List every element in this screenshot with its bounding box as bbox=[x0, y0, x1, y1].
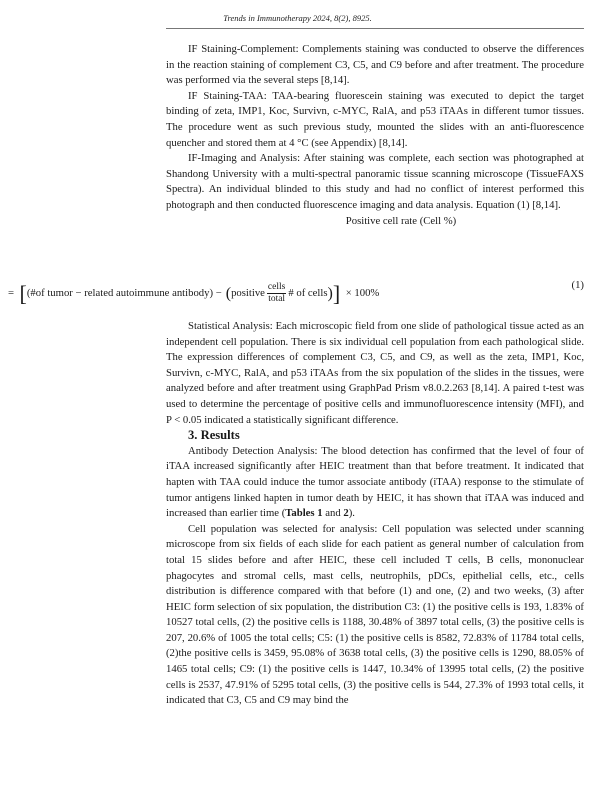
close-paren: ) bbox=[327, 284, 333, 302]
paragraph-if-staining-taa: IF Staining-TAA: TAA-bearing fluorescein staining was executed to depict the target binding of zeta, IMP1, Koc, Survivn, c-MYC, RalA, and p53 iTAAs in different tumor tissues. The procedure went as such previous study, mounted the slides with an anti-fluorescence quencher and stored them at 4 °C (see Appendix) [8,14]. bbox=[166, 89, 584, 149]
equation-tail: # of cells bbox=[288, 286, 328, 299]
body-column-bottom bbox=[166, 319, 584, 709]
paragraph-cell-population: Cell population was selected for analysis: Cell population was selected under scanning microscope from six fields of each slide for each patient as general number of calculation from total 15 slides before and after HEIC, these cell included T cells, B cells, mononuclear phagocytes and stromal cells, mast cells, neutrophils, pDCs, epithelial cells, etc., cells distribution is difference compared with that before (1) and one, (2) and two weeks, (3) after HEIC form selection of six population, the distribution C3: (1) the positive cells is 193, 1.83% of 10527 total cells, (2) the positive cells is 1188, 30.48% of 3897 total cells, (3) the positive cells is 207, 20.6% of 1005 the total cells; C5: (1) the positive cells is 8582, 72.83% of 11784 total cells, (2)the positive cells is 3459, 95.08% of 3638 total cells, (3) the positive cells is 1290, 88.05% of 1465 total cells; C9: (1) the positive cells is 1447, 10.34% of 13995 total cells, (2) the positive cells is 2537, 47.91% of 5295 total cells, (3) the positive cells is 544, 27.3% of 1993 total cells, it indicated that C3, C5 and C9 may bind the bbox=[166, 522, 584, 707]
paragraph-antibody-detection bbox=[166, 444, 584, 522]
paragraph-if-imaging: IF-Imaging and Analysis: After staining was complete, each section was photographed at Shandong University with a multi-spectral panoramic tissue scanning microscope (TissueFAXS Spectra). An individual blinded to this study and had no conflict of interest performed this photograph and then conducted fluorescence imaging and data analysis. Equation (1) [8,14]. bbox=[166, 152, 584, 211]
section-heading-results: 3. Results bbox=[188, 428, 240, 443]
equation-number: (1) bbox=[571, 279, 584, 291]
antibody-detection-text: Antibody Detection Analysis: The blood detection has confirmed that the level of four of iTAA increased significantly after HEIC treatment than that before treatment. It indicated that hapten with TAA could induce the tumor associate antibody (iTAA) response to the stimulate of tumor antigens linked hapten in tumor death by HEIC, it has shown that iTAA was induced and increased than earlier time ( bbox=[166, 444, 584, 520]
close-bracket: ] bbox=[332, 280, 346, 306]
table-ref-2[interactable]: 2 bbox=[343, 507, 349, 520]
closing-text: ). bbox=[348, 507, 355, 520]
open-paren: ( bbox=[221, 284, 232, 302]
formula-title: Positive cell rate (Cell %) bbox=[345, 214, 457, 227]
equation-expression bbox=[8, 282, 379, 305]
open-bracket: [ bbox=[14, 280, 27, 306]
body-column-top bbox=[166, 42, 584, 229]
table-ref-1[interactable]: Tables 1 bbox=[285, 507, 323, 520]
paragraph-if-staining-complement: IF Staining-Complement: Complements staining was conducted to observe the differences in the reaction staining of complement C3, C5, and C9 before and after treatment. The procedure was performed via the several steps [8,14]. bbox=[166, 43, 584, 87]
equation-equals: = bbox=[8, 286, 15, 299]
equation-fraction bbox=[267, 282, 286, 305]
paragraph-statistical-analysis: Statistical Analysis: Each microscopic field from one slide of pathological tissue acted as an independent cell population. There is six individual cell population from each pathological slide. The expression differences of complement C3, C5, and C9, as well as the zeta, IMP1, Koc, Survivn, c-MYC, RalA, and p53 iTAAs from the six population of the slides in the tissues, were analyzed before and after treatment using GraphPad Prism v8.0.2.263 [8,14]. A paired t-test was used to determine the percentage of positive cells and immunofluorescence intensity (MFI), and P < 0.05 indicated a statistically significant difference. bbox=[166, 320, 584, 426]
and-text: and bbox=[322, 507, 344, 520]
fraction-numerator: cells bbox=[267, 282, 286, 292]
equation-times: × 100% bbox=[345, 286, 380, 299]
equation-left-term: (#of tumor − related autoimmune antibody) − bbox=[26, 286, 222, 299]
equation-positive: positive bbox=[231, 286, 265, 299]
running-header: Trends in Immunotherapy 2024, 8(2), 8925. bbox=[223, 13, 372, 23]
header-rule bbox=[166, 28, 584, 29]
equation-1 bbox=[8, 278, 584, 318]
fraction-denominator: total bbox=[268, 294, 286, 304]
